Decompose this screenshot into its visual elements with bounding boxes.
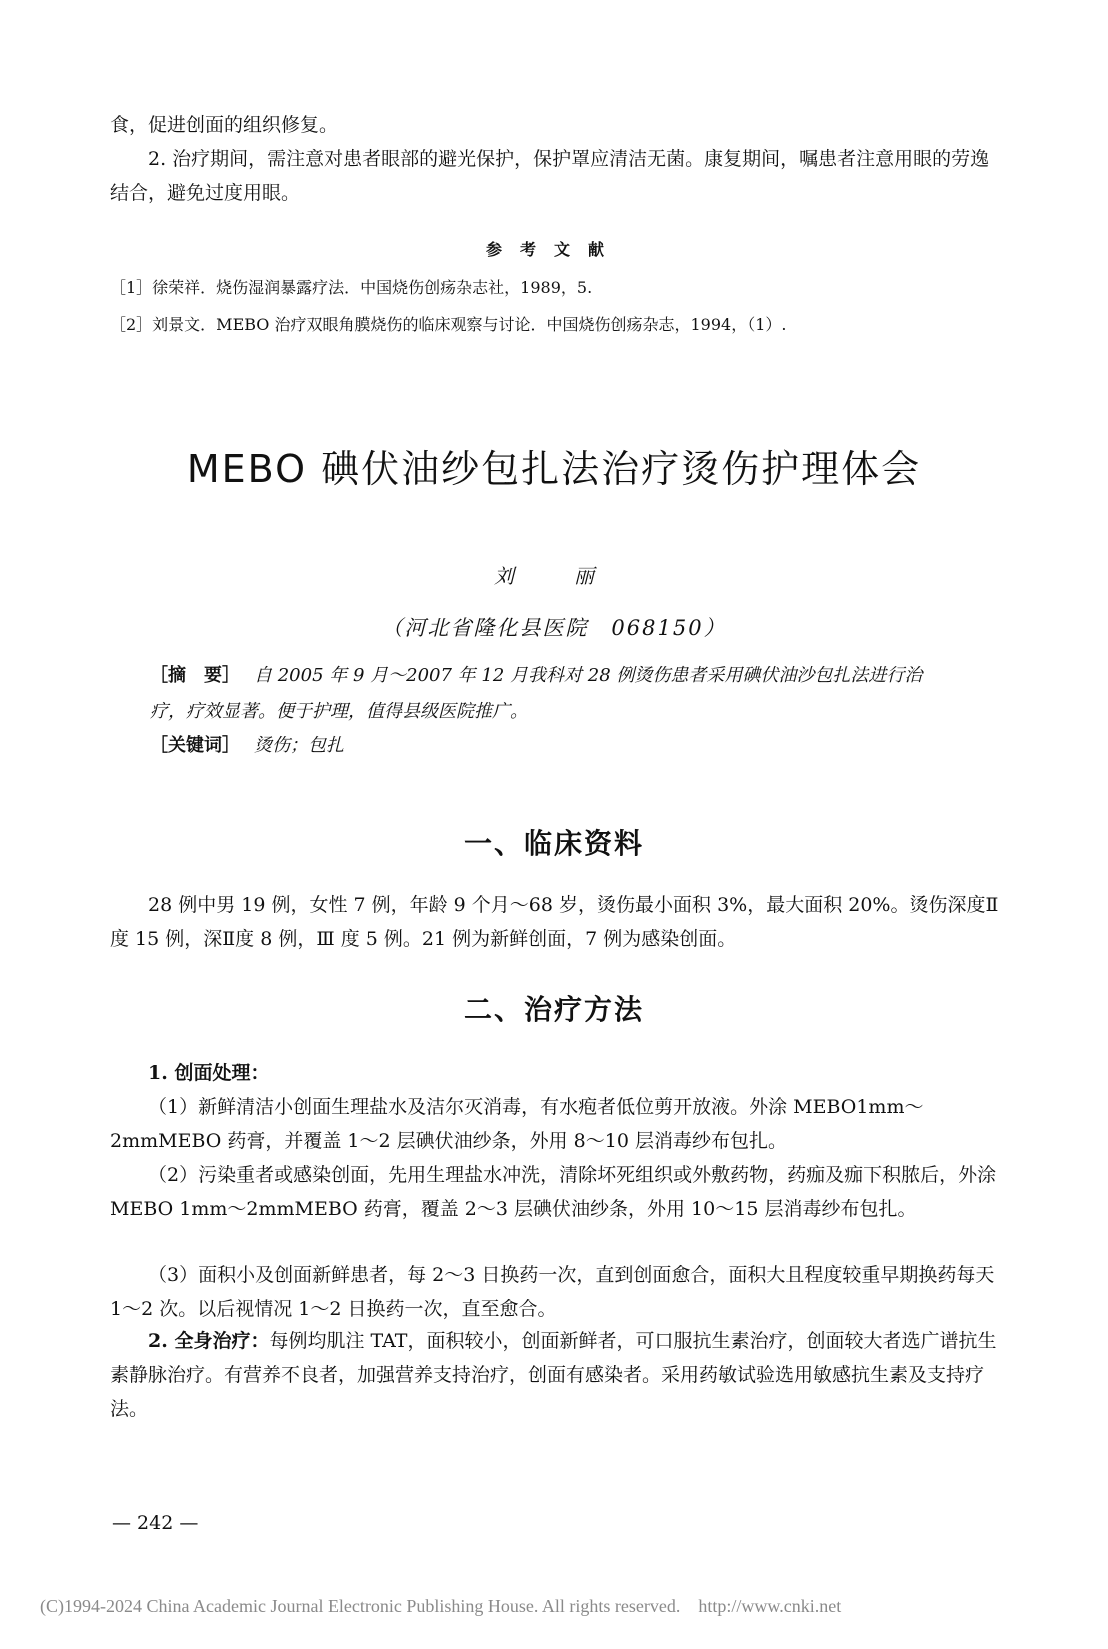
section-heading-2: 二、治疗方法 [463, 993, 644, 1026]
abstract-text: 自 2005 年 9 月～2007 年 12 月我科对 28 例烫伤患者采用碘伏油沙包扎法进行治疗，疗效显著。便于护理，值得县级医院推广。 [150, 665, 923, 722]
treatment-paragraph-3: （3）面积小及创面新鲜患者，每 2～3 日换药一次，直到创面愈合，面积大且程度较重早期换药每天 1～2 次。以后视情况 1～2 日换药一次，直至愈合。 [110, 1264, 995, 1320]
article-title: MEBO 碘伏油纱包扎法治疗烫伤护理体会 [186, 447, 922, 491]
section-heading-1: 一、临床资料 [463, 827, 644, 860]
references-heading: 参考文献 [485, 240, 622, 259]
abstract-label: ［摘 要］ [150, 665, 240, 686]
keywords [150, 728, 950, 764]
keywords-label: ［关键词］ [150, 735, 240, 756]
treatment-paragraph-1: （1）新鲜清洁小创面生理盐水及洁尔灭消毒，有水疱者低位剪开放液。外涂 MEBO1mm～2mmMEBO 药膏，并覆盖 1～2 层碘伏油纱条，外用 8～10 层消毒纱布包扎。 [110, 1096, 924, 1152]
section1-paragraph: 28 例中男 19 例，女性 7 例，年龄 9 个月～68 岁，烫伤最小面积 3%，最大面积 20%。烫伤深度Ⅱ度 15 例，深Ⅱ度 8 例，Ⅲ 度 5 例。21 例为新鲜创面，7 例为感染创面。 [110, 894, 999, 950]
subsection-1-title: 1. 创面处理： [148, 1062, 270, 1084]
keywords-text: 烫伤；包扎 [254, 735, 344, 756]
reference-item-1: ［1］徐荣祥．烧伤湿润暴露疗法．中国烧伤创疡杂志社，1989，5. [110, 278, 593, 297]
subsection-label-1 [110, 1056, 1000, 1090]
systemic-treatment-paragraph [110, 1324, 1000, 1426]
treatment-paragraph-2: （2）污染重者或感染创面，先用生理盐水冲洗，清除坏死组织或外敷药物，药痂及痂下积脓后，外涂 MEBO 1mm～2mmMEBO 药膏，覆盖 2～3 层碘伏油纱条，外用 10～15 层消毒纱布包扎。 [110, 1164, 997, 1220]
abstract [150, 658, 950, 730]
copyright-footer: (C)1994-2024 China Academic Journal Electronic Publishing House. All rights reserved. http://www.cnki.net [40, 1596, 842, 1616]
paragraph-item-2: 2. 治疗期间，需注意对患者眼部的避光保护，保护罩应清洁无菌。康复期间，嘱患者注意用眼的劳逸结合，避免过度用眼。 [110, 148, 990, 204]
subsection-2-title: 2. 全身治疗： [148, 1330, 270, 1352]
systemic-treatment-text: 每例均肌注 TAT，面积较小，创面新鲜者，可口服抗生素治疗，创面较大者选广谱抗生素静脉治疗。有营养不良者，加强营养支持治疗，创面有感染者。采用药敏试验选用敏感抗生素及支持疗法。 [110, 1330, 997, 1420]
page-number: — 242 — [112, 1512, 199, 1534]
author-affiliation: （河北省隆化县医院 068150） [381, 616, 727, 640]
reference-item-2: ［2］刘景文．MEBO 治疗双眼角膜烧伤的临床观察与讨论．中国烧伤创疡杂志，1994，（1）. [110, 315, 787, 334]
continued-paragraph: 食，促进创面的组织修复。 [110, 114, 339, 136]
author-name: 刘 丽 [494, 564, 614, 588]
